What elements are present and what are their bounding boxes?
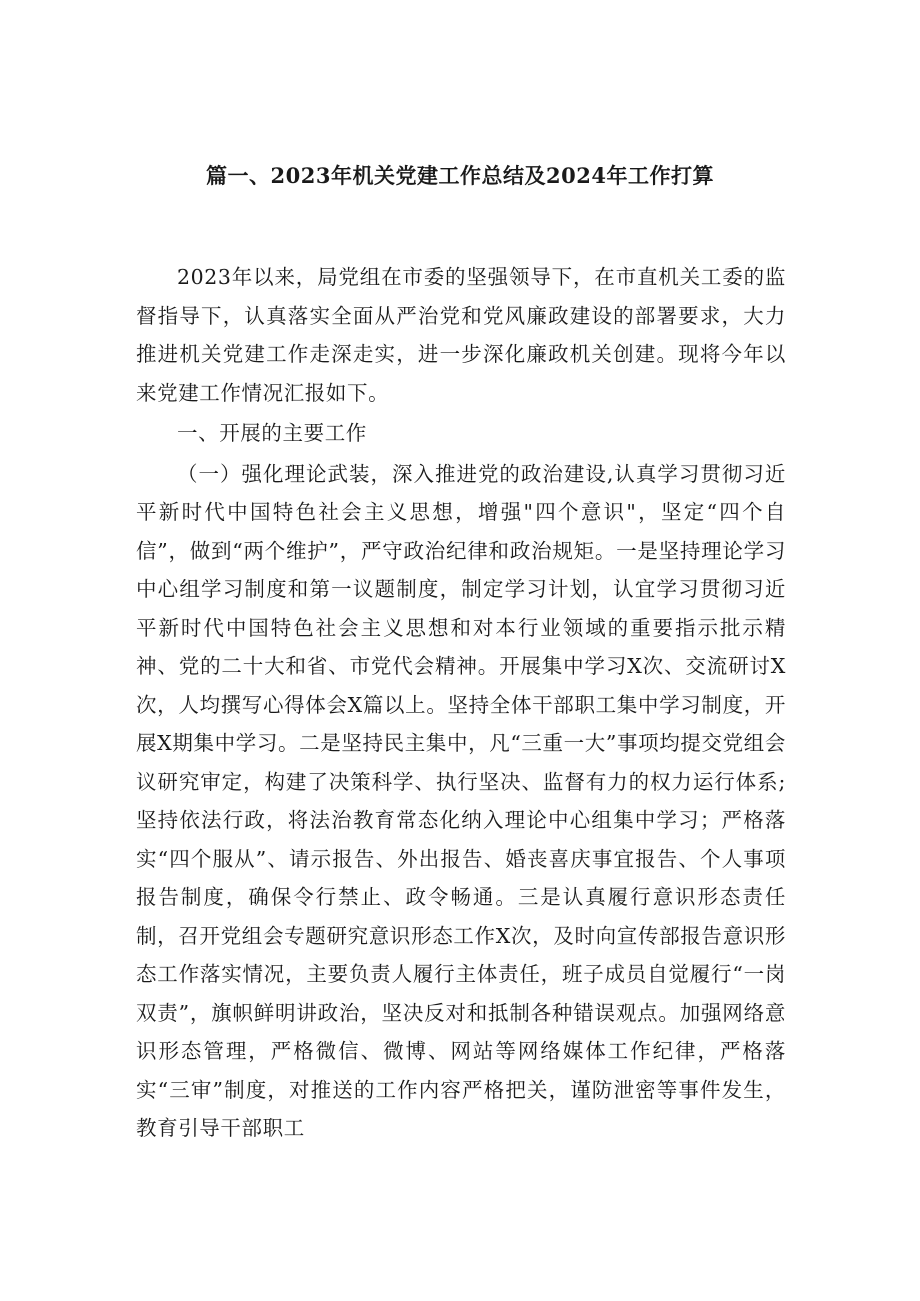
body-paragraph: （一）强化理论武装，深入推进党的政治建设,认真学习贯彻习近平新时代中国特色社会主义思想，增强"四个意识"，坚定“四个自信”，做到“两个维护”，严守政治纪律和政治规矩。一是坚持理论学习中心组学习制度和第一议题制度，制定学习计划，认宜学习贯彻习近平新时代中国特色社会主义思想和对本行业领域的重要指示批示精神、党的二十大和省、市党代会精神。开展集中学习X次、交流研讨X次，人均撰写心得体会X篇以上。坚持全体干部职工集中学习制度，开展X期集中学习。二是坚持民主集中，凡“三重一大”事项均提交党组会议研究审定，构建了决策科学、执行坚决、监督有力的权力运行体系;坚持依法行政，将法治教育常态化纳入理论中心组集中学习；严格落实“四个服从”、请示报告、外出报告、婚丧喜庆事宜报告、个人事项报告制度，确保令行禁止、政令畅通。三是认真履行意识形态责任制，召开党组会专题研究意识形态工作X次，及时向宣传部报告意识形态工作落实情况，主要负责人履行主体责任，班子成员自觉履行“一岗双责”，旗帜鲜明讲政治，坚决反对和抵制各种错误观点。加强网络意识形态管理，严格微信、微博、网站等网络媒体工作纪律，严格落实“三审”制度，对推送的工作内容严格把关，谨防泄密等事件发生，教育引导干部职工 bbox=[136, 461, 786, 1140]
document-title: 篇一、2023年机关党建工作总结及2024年工作打算 bbox=[206, 163, 714, 188]
intro-paragraph: 2023年以来，局党组在市委的坚强领导下，在市直机关工委的监督指导下，认真落实全面从严治党和党风廉政建设的部署要求，大力推进机关党建工作走深走实，进一步深化廉政机关创建。现将今年以来党建工作情况汇报如下。 bbox=[136, 265, 786, 405]
section-heading: 一、开展的主要工作 bbox=[177, 421, 367, 445]
document-body bbox=[136, 258, 786, 1148]
